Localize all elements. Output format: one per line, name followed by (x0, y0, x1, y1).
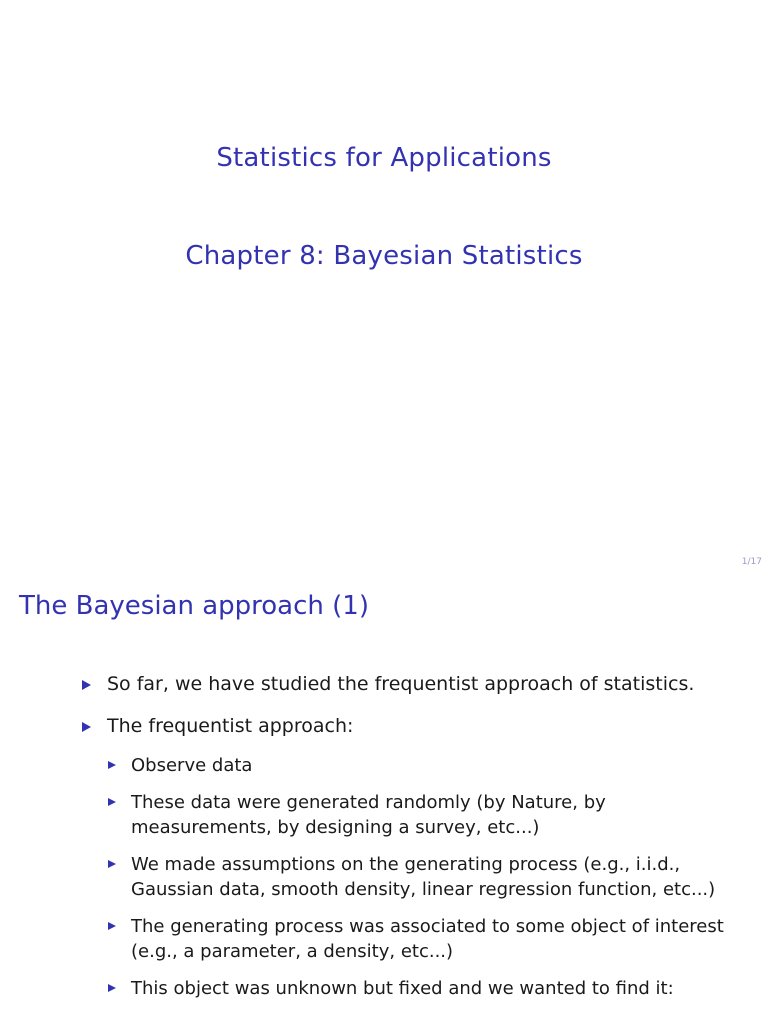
sub-bullet-list (107, 753, 740, 1001)
chapter-title: Chapter 8: Bayesian Statistics (185, 241, 583, 271)
triangle-bullet-icon (108, 984, 116, 992)
bullet-list (80, 671, 740, 1017)
list-item (107, 753, 740, 778)
list-item (107, 790, 740, 840)
list-item (80, 671, 740, 697)
list-item (107, 852, 740, 902)
list-item (107, 976, 740, 1001)
bullet-text: So far, we have studied the frequentist approach of statistics. (107, 673, 695, 695)
triangle-bullet-icon (82, 722, 91, 732)
content-slide (0, 577, 768, 1024)
list-item (80, 713, 740, 1001)
frame-title: The Bayesian approach (1) (19, 591, 369, 621)
sub-bullet-text: Observe data (131, 755, 253, 776)
presentation-title: Statistics for Applications (216, 143, 552, 173)
page-number: 1/17 (741, 557, 762, 567)
bullet-text: The frequentist approach: (107, 715, 354, 737)
triangle-bullet-icon (82, 680, 91, 690)
sub-bullet-text: This object was unknown but fixed and we wanted to find it: (131, 978, 674, 999)
triangle-bullet-icon (108, 860, 116, 868)
triangle-bullet-icon (108, 922, 116, 930)
sub-bullet-text: These data were generated randomly (by Nature, by measurements, by designing a survey, etc...) (131, 792, 606, 838)
sub-bullet-text: The generating process was associated to some object of interest (e.g., a parameter, a density, etc...) (131, 916, 724, 962)
sub-bullet-text: We made assumptions on the generating process (e.g., i.i.d., Gaussian data, smooth density, linear regression function, etc...) (131, 854, 716, 900)
list-item (107, 914, 740, 964)
triangle-bullet-icon (108, 798, 116, 806)
triangle-bullet-icon (108, 761, 116, 769)
